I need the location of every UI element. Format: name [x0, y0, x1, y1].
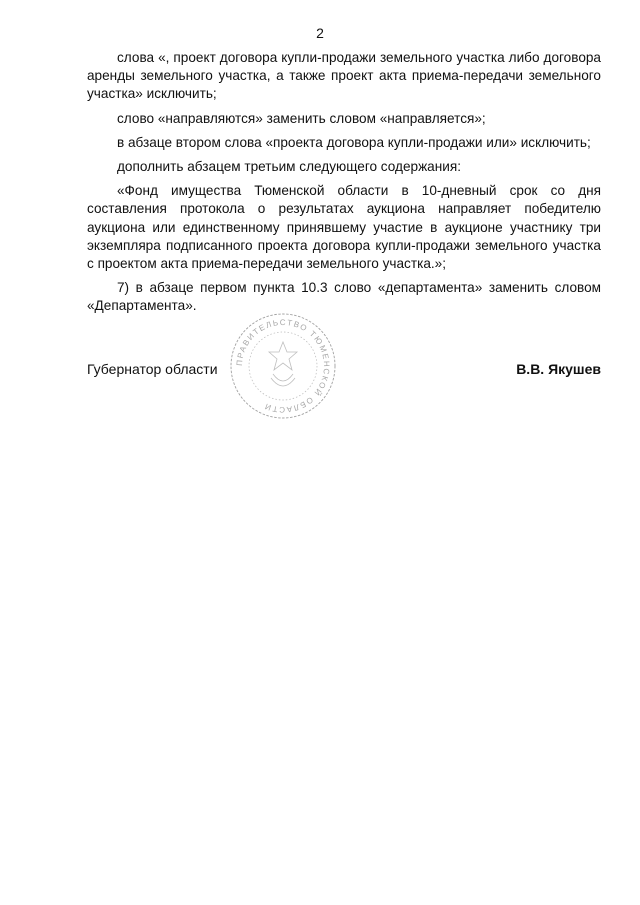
signatory-position: Губернатор области — [87, 361, 218, 377]
paragraph: дополнить абзацем третьим следующего содержания: — [117, 159, 461, 175]
seal-emblem — [269, 342, 297, 386]
page-number: 2 — [316, 25, 324, 41]
paragraph: 7) в абзаце первом пункта 10.3 слово «департамента» заменить словом «Департамента». — [87, 280, 601, 314]
document-body — [87, 49, 601, 316]
seal-outer-ring — [231, 314, 335, 418]
paragraph: «Фонд имущества Тюменской области в 10-дневный срок со дня составления протокола о результатах аукциона направляет победителю аукциона или единственному принявшему участие в аукционе участнику три экземпляра подписанного проекта договора купли-продажи земельного участка с проектом акта приема-передачи земельного участка.»; — [87, 183, 601, 272]
paragraph: слово «направляются» заменить словом «направляется»; — [117, 110, 486, 126]
signatory-name: В.В. Якушев — [516, 361, 601, 377]
official-seal-stamp — [229, 312, 337, 420]
paragraph: слова «, проект договора купли-продажи земельного участка либо договора аренды земельного участка, а также проект акта приема-передачи земельного участка» исключить; — [87, 50, 601, 102]
paragraph: в абзаце втором слова «проекта договора купли-продажи или» исключить; — [117, 134, 591, 150]
seal-ring-text: ПРАВИТЕЛЬСТВО ТЮМЕНСКОЙ ОБЛАСТИ — [234, 317, 332, 415]
